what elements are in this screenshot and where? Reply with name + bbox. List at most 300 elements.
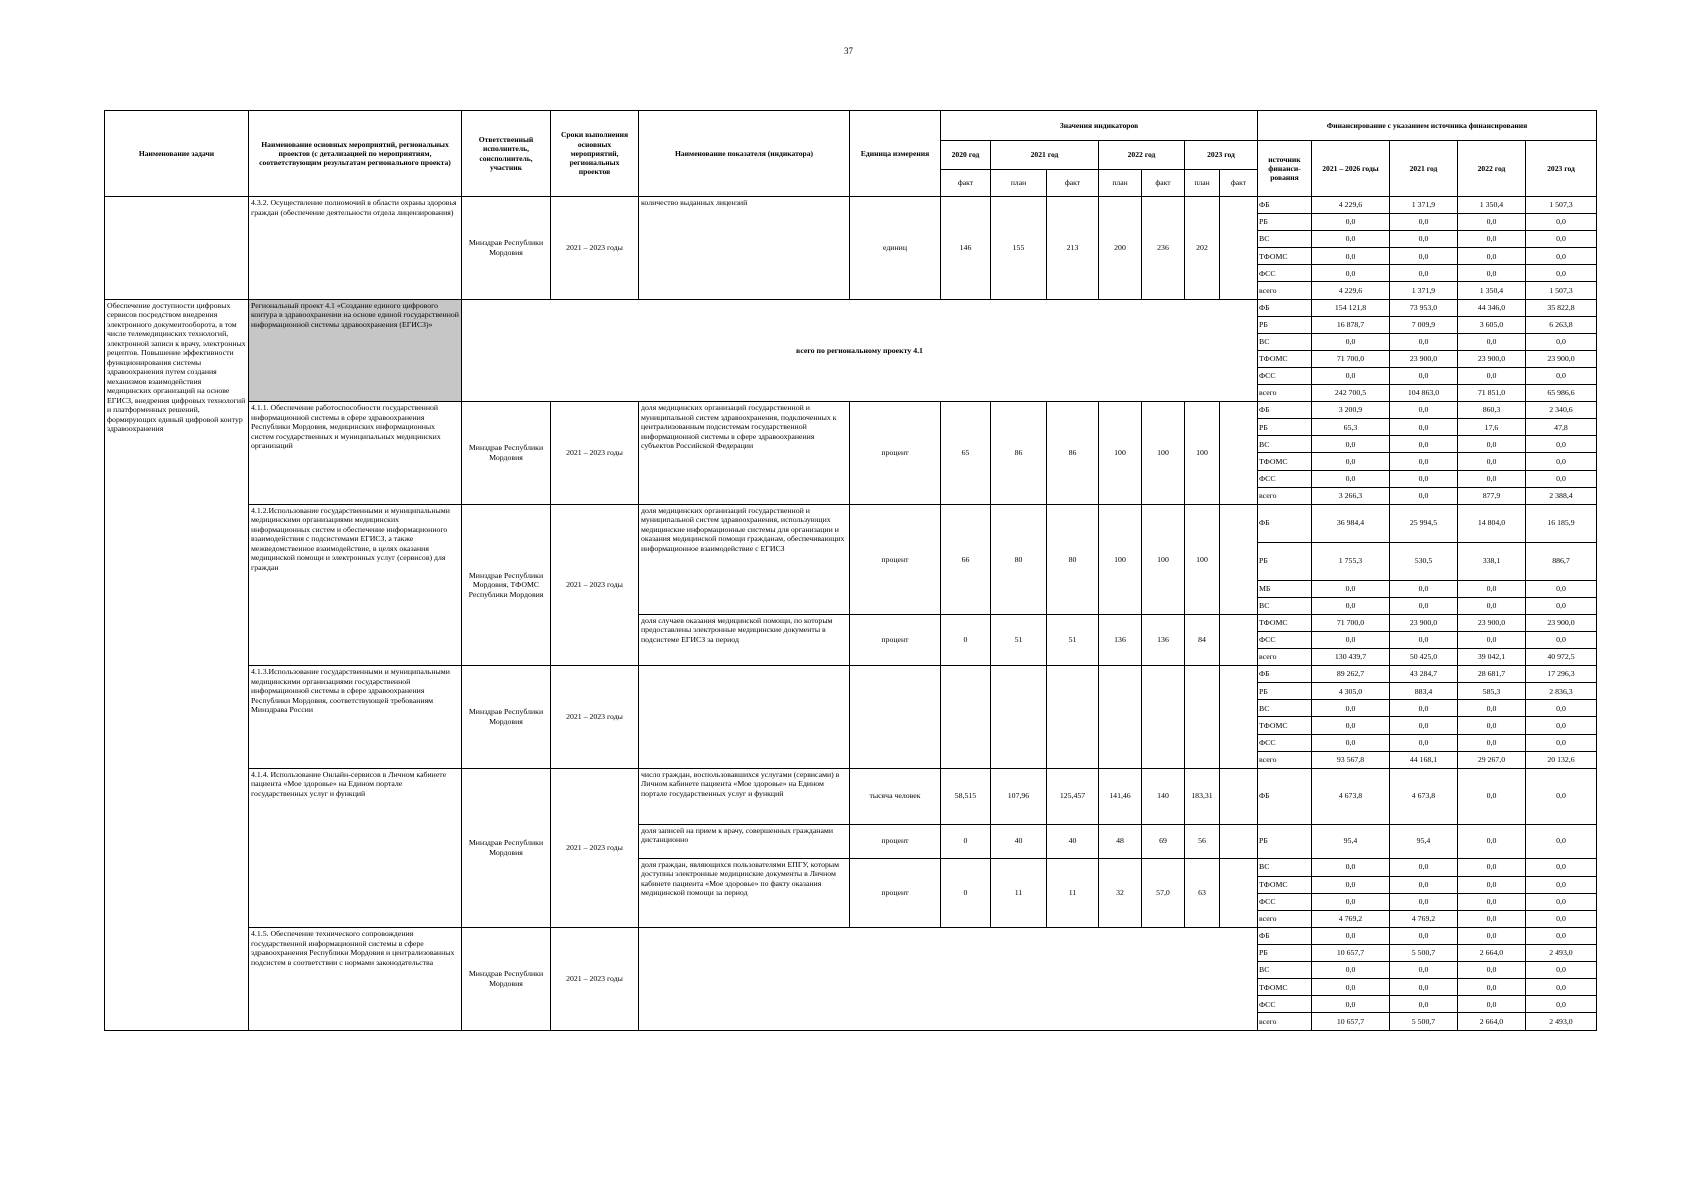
table-row <box>105 402 1597 419</box>
indicator-value: 0 <box>941 858 991 927</box>
finance-value: 0,0 <box>1390 402 1458 419</box>
header-measure: Наименование основных мероприятий, региональных проектов (с детализацией по мероприятиям, соответствующим результатам регионального проекта) <box>249 111 462 197</box>
indicator-value: 48 <box>1099 824 1142 858</box>
finance-value: 44 346,0 <box>1458 299 1526 316</box>
finance-value: 0,0 <box>1458 996 1526 1013</box>
finance-source: ФСС <box>1258 996 1312 1013</box>
executor: Минздрав Республики Мордовия <box>462 666 551 769</box>
finance-value: 23 900,0 <box>1526 614 1597 631</box>
indicator-value: 80 <box>1047 504 1099 614</box>
finance-value: 1 371,9 <box>1390 197 1458 214</box>
finance-value: 40 972,5 <box>1526 649 1597 666</box>
finance-value: 3 266,3 <box>1312 487 1390 504</box>
finance-source: ФБ <box>1258 504 1312 542</box>
indicator-value: 69 <box>1142 824 1185 858</box>
indicator-value: 40 <box>1047 824 1099 858</box>
finance-value: 104 863,0 <box>1390 385 1458 402</box>
terms: 2021 – 2023 годы <box>551 197 639 300</box>
finance-value: 0,0 <box>1526 333 1597 350</box>
header-f-total: 2021 – 2026 годы <box>1312 141 1390 197</box>
header-2023: 2023 год <box>1185 141 1258 170</box>
task-name: Обеспечение доступности цифровых сервисов посредством внедрения электронного документооборота, в том числе телемедицинских технологий, электронной записи к врачу, электронных рецептов. Повышение эффективности функционирования системы здравоохранения путем создания механизмов взаимодействия медицинских организаций на основе ЕГИСЗ, внедрения цифровых технологий и платформенных решений, формирующих единый цифровой контур здравоохранения <box>105 299 249 1030</box>
regional-project-total-label: всего по региональному проекту 4.1 <box>462 299 1258 402</box>
indicator-value <box>1220 504 1258 614</box>
indicator-unit: тысяча человек <box>850 768 941 824</box>
header-unit: Единица измерения <box>850 111 941 197</box>
measure-name: 4.3.2. Осуществление полномочий в области охраны здоровья граждан (обеспечение деятельности отдела лицензирования) <box>249 197 462 300</box>
measure-name: 4.1.1. Обеспечение работоспособности государственной информационной системы в сфере здравоохранения Республики Мордовия, медицинских информационных систем государственных и муниципальных медицинских организаций <box>249 402 462 505</box>
finance-value: 0,0 <box>1458 631 1526 648</box>
indicator-value: 200 <box>1099 197 1142 300</box>
finance-value: 0,0 <box>1390 979 1458 996</box>
finance-value: 242 700,5 <box>1312 385 1390 402</box>
indicator-value: 66 <box>941 504 991 614</box>
indicator-value <box>1185 666 1220 769</box>
finance-value: 1 507,3 <box>1526 197 1597 214</box>
finance-source: ВС <box>1258 700 1312 717</box>
finance-value: 0,0 <box>1526 231 1597 248</box>
header-values-group: Значения индикаторов <box>941 111 1258 141</box>
finance-value: 2 493,0 <box>1526 945 1597 962</box>
finance-value: 0,0 <box>1458 453 1526 470</box>
finance-source: ТФОМС <box>1258 350 1312 367</box>
indicator-value: 86 <box>991 402 1047 505</box>
finance-value: 0,0 <box>1312 597 1390 614</box>
terms: 2021 – 2023 годы <box>551 402 639 505</box>
finance-value: 0,0 <box>1390 436 1458 453</box>
indicator-value <box>1047 666 1099 769</box>
indicator-value: 84 <box>1185 614 1220 665</box>
finance-value: 2 664,0 <box>1458 1013 1526 1030</box>
finance-source: ФБ <box>1258 299 1312 316</box>
indicator-value: 65 <box>941 402 991 505</box>
indicator-value: 100 <box>1142 402 1185 505</box>
finance-value: 0,0 <box>1458 265 1526 282</box>
finance-source: ТФОМС <box>1258 717 1312 734</box>
finance-value: 0,0 <box>1526 858 1597 876</box>
indicator-value <box>1220 614 1258 665</box>
table-row <box>105 928 1597 945</box>
finance-value: 2 340,6 <box>1526 402 1597 419</box>
finance-value: 0,0 <box>1526 928 1597 945</box>
indicator-value: 56 <box>1185 824 1220 858</box>
measure-name: 4.1.2.Использование государственными и муниципальными медицинскими организациями медицинских информационных систем и обеспечение информационного взаимодействия с подсистемами ЕГИСЗ, а также межведомственное взаимодействие, в целях оказания медицинской помощи и электронных услуг (сервисов) для граждан <box>249 504 462 665</box>
finance-value: 0,0 <box>1458 700 1526 717</box>
indicator-value: 0 <box>941 614 991 665</box>
finance-value: 4 673,8 <box>1390 768 1458 824</box>
finance-value: 0,0 <box>1458 910 1526 927</box>
finance-source: ФСС <box>1258 265 1312 282</box>
finance-value: 0,0 <box>1390 580 1458 597</box>
finance-value: 0,0 <box>1458 824 1526 858</box>
indicator-unit: процент <box>850 824 941 858</box>
finance-source: ФСС <box>1258 631 1312 648</box>
finance-value: 0,0 <box>1458 580 1526 597</box>
indicator-value: 140 <box>1142 768 1185 824</box>
finance-value: 23 900,0 <box>1526 350 1597 367</box>
executor: Минздрав Республики Мордовия <box>462 768 551 927</box>
finance-value: 0,0 <box>1312 700 1390 717</box>
finance-value: 0,0 <box>1526 996 1597 1013</box>
finance-value: 0,0 <box>1526 893 1597 910</box>
header-fact: факт <box>941 170 991 197</box>
table-row <box>105 197 1597 214</box>
indicator-value: 213 <box>1047 197 1099 300</box>
finance-value: 4 305,0 <box>1312 683 1390 700</box>
finance-value: 0,0 <box>1390 717 1458 734</box>
indicator-unit <box>850 666 941 769</box>
indicator-name: доля медицинских организаций государственной и муниципальной систем здравоохранения, подключенных к централизованным подсистемам государственной информационной системы в сфере здравоохранения субъектов Российской Федерации <box>639 402 850 505</box>
finance-source: ФБ <box>1258 768 1312 824</box>
terms: 2021 – 2023 годы <box>551 666 639 769</box>
finance-source: ВС <box>1258 858 1312 876</box>
finance-value: 1 350,4 <box>1458 282 1526 299</box>
finance-value: 0,0 <box>1526 824 1597 858</box>
finance-value: 0,0 <box>1526 248 1597 265</box>
finance-value: 0,0 <box>1526 734 1597 751</box>
indicator-value: 146 <box>941 197 991 300</box>
indicator-name <box>639 666 850 769</box>
header-finance-group: Финансирование с указанием источника финансирования <box>1258 111 1597 141</box>
page-number: 37 <box>844 46 853 56</box>
finance-value: 886,7 <box>1526 542 1597 580</box>
indicator-value: 100 <box>1099 504 1142 614</box>
finance-value: 338,1 <box>1458 542 1526 580</box>
finance-value: 71 700,0 <box>1312 614 1390 631</box>
finance-value: 25 994,5 <box>1390 504 1458 542</box>
finance-value: 0,0 <box>1390 367 1458 384</box>
finance-source: ФБ <box>1258 666 1312 683</box>
finance-value: 0,0 <box>1390 996 1458 1013</box>
finance-value: 0,0 <box>1526 453 1597 470</box>
finance-value: 0,0 <box>1390 893 1458 910</box>
indicator-value <box>1220 666 1258 769</box>
indicator-value <box>991 666 1047 769</box>
finance-source: всего <box>1258 910 1312 927</box>
finance-value: 16 185,9 <box>1526 504 1597 542</box>
header-f2022: 2022 год <box>1458 141 1526 197</box>
finance-value: 2 836,3 <box>1526 683 1597 700</box>
finance-value: 0,0 <box>1526 876 1597 893</box>
indicator-name: доля записей на прием к врачу, совершенных гражданами дистанционно <box>639 824 850 858</box>
finance-source: РБ <box>1258 316 1312 333</box>
finance-value: 3 200,9 <box>1312 402 1390 419</box>
header-plan: план <box>1185 170 1220 197</box>
finance-value: 3 605,0 <box>1458 316 1526 333</box>
indicator-value: 107,96 <box>991 768 1047 824</box>
finance-value: 0,0 <box>1458 231 1526 248</box>
indicator-value: 11 <box>1047 858 1099 927</box>
finance-value: 0,0 <box>1312 333 1390 350</box>
finance-value: 0,0 <box>1312 928 1390 945</box>
finance-value: 0,0 <box>1458 214 1526 231</box>
header-fact: факт <box>1047 170 1099 197</box>
finance-value: 4 229,6 <box>1312 282 1390 299</box>
finance-value: 0,0 <box>1526 214 1597 231</box>
finance-value: 0,0 <box>1312 734 1390 751</box>
header-plan: план <box>991 170 1047 197</box>
finance-value: 7 009,9 <box>1390 316 1458 333</box>
finance-value: 0,0 <box>1312 979 1390 996</box>
finance-value: 0,0 <box>1458 333 1526 350</box>
finance-value: 28 681,7 <box>1458 666 1526 683</box>
indicator-value: 51 <box>1047 614 1099 665</box>
finance-source: ВС <box>1258 597 1312 614</box>
indicator-value: 100 <box>1099 402 1142 505</box>
finance-value: 1 755,3 <box>1312 542 1390 580</box>
finance-value: 5 500,7 <box>1390 1013 1458 1030</box>
finance-source: всего <box>1258 751 1312 768</box>
indicator-empty <box>639 928 1258 1031</box>
indicator-value <box>1220 402 1258 505</box>
finance-value: 0,0 <box>1390 265 1458 282</box>
indicator-value: 57,0 <box>1142 858 1185 927</box>
finance-source: ТФОМС <box>1258 614 1312 631</box>
finance-value: 0,0 <box>1526 436 1597 453</box>
finance-source: всего <box>1258 385 1312 402</box>
finance-value: 0,0 <box>1390 214 1458 231</box>
finance-value: 44 168,1 <box>1390 751 1458 768</box>
finance-value: 17 296,3 <box>1526 666 1597 683</box>
indicator-unit: процент <box>850 858 941 927</box>
indicator-value: 100 <box>1185 504 1220 614</box>
indicator-value: 58,515 <box>941 768 991 824</box>
indicator-value <box>1220 197 1258 300</box>
indicator-value: 125,457 <box>1047 768 1099 824</box>
indicator-value: 32 <box>1099 858 1142 927</box>
finance-value: 0,0 <box>1312 717 1390 734</box>
indicator-value <box>1099 666 1142 769</box>
executor: Минздрав Республики Мордовия <box>462 402 551 505</box>
finance-value: 0,0 <box>1458 928 1526 945</box>
finance-value: 154 121,8 <box>1312 299 1390 316</box>
finance-value: 0,0 <box>1526 768 1597 824</box>
indicator-value: 100 <box>1185 402 1220 505</box>
finance-value: 23 900,0 <box>1458 614 1526 631</box>
finance-value: 0,0 <box>1526 962 1597 979</box>
finance-value: 10 657,7 <box>1312 1013 1390 1030</box>
finance-value: 23 900,0 <box>1390 350 1458 367</box>
finance-value: 14 804,0 <box>1458 504 1526 542</box>
finance-value: 2 493,0 <box>1526 1013 1597 1030</box>
indicator-value: 100 <box>1142 504 1185 614</box>
finance-value: 43 284,7 <box>1390 666 1458 683</box>
finance-value: 73 953,0 <box>1390 299 1458 316</box>
indicator-value: 155 <box>991 197 1047 300</box>
finance-value: 29 267,0 <box>1458 751 1526 768</box>
finance-value: 0,0 <box>1312 962 1390 979</box>
finance-value: 0,0 <box>1312 996 1390 1013</box>
indicator-unit: процент <box>850 402 941 505</box>
executor: Минздрав Республики Мордовия, ТФОМС Республики Мордовия <box>462 504 551 665</box>
finance-value: 0,0 <box>1390 487 1458 504</box>
finance-value: 65 986,6 <box>1526 385 1597 402</box>
indicator-unit: процент <box>850 614 941 665</box>
finance-value: 0,0 <box>1312 893 1390 910</box>
finance-value: 0,0 <box>1312 858 1390 876</box>
finance-value: 95,4 <box>1312 824 1390 858</box>
finance-value: 0,0 <box>1312 631 1390 648</box>
terms: 2021 – 2023 годы <box>551 768 639 927</box>
finance-source: ВС <box>1258 333 1312 350</box>
finance-value: 1 371,9 <box>1390 282 1458 299</box>
finance-source: МБ <box>1258 580 1312 597</box>
header-2022: 2022 год <box>1099 141 1185 170</box>
finance-source: ВС <box>1258 436 1312 453</box>
finance-source: РБ <box>1258 824 1312 858</box>
finance-source: ТФОМС <box>1258 979 1312 996</box>
finance-value: 0,0 <box>1458 470 1526 487</box>
header-fact: факт <box>1220 170 1258 197</box>
finance-value: 16 878,7 <box>1312 316 1390 333</box>
finance-value: 0,0 <box>1458 717 1526 734</box>
table-row <box>105 666 1597 683</box>
executor: Минздрав Республики Мордовия <box>462 197 551 300</box>
finance-value: 4 769,2 <box>1312 910 1390 927</box>
indicator-value: 80 <box>991 504 1047 614</box>
regional-project-name: Региональный проект 4.1 «Создание единого цифрового контура в здравоохранении на основе единой государственной информационной системы здравоохранения (ЕГИСЗ)» <box>249 299 462 402</box>
table-header <box>105 111 1597 197</box>
finance-value: 0,0 <box>1390 962 1458 979</box>
finance-value: 0,0 <box>1526 580 1597 597</box>
finance-value: 71 851,0 <box>1458 385 1526 402</box>
finance-value: 0,0 <box>1390 734 1458 751</box>
finance-value: 0,0 <box>1312 248 1390 265</box>
finance-value: 0,0 <box>1458 436 1526 453</box>
finance-value: 130 439,7 <box>1312 649 1390 666</box>
finance-value: 0,0 <box>1526 910 1597 927</box>
finance-value: 36 984,4 <box>1312 504 1390 542</box>
finance-source: РБ <box>1258 945 1312 962</box>
finance-value: 0,0 <box>1390 700 1458 717</box>
indicator-value: 63 <box>1185 858 1220 927</box>
header-plan: план <box>1099 170 1142 197</box>
finance-value: 0,0 <box>1458 597 1526 614</box>
indicator-value <box>1142 666 1185 769</box>
finance-value: 530,5 <box>1390 542 1458 580</box>
indicator-name: доля медицинских организаций государственной и муниципальной систем здравоохранения, использующих медицинские информационные системы для организации и оказания медицинской помощи гражданам, обеспечивающих информационное взаимодействие с ЕГИСЗ <box>639 504 850 614</box>
indicator-value: 236 <box>1142 197 1185 300</box>
finance-value: 0,0 <box>1458 876 1526 893</box>
finance-value: 0,0 <box>1458 734 1526 751</box>
finance-value: 585,3 <box>1458 683 1526 700</box>
finance-value: 50 425,0 <box>1390 649 1458 666</box>
finance-value: 23 900,0 <box>1458 350 1526 367</box>
finance-value: 0,0 <box>1390 470 1458 487</box>
finance-value: 23 900,0 <box>1390 614 1458 631</box>
finance-value: 0,0 <box>1458 858 1526 876</box>
indicator-value: 183,31 <box>1185 768 1220 824</box>
indicator-value <box>941 666 991 769</box>
finance-value: 1 350,4 <box>1458 197 1526 214</box>
finance-source: РБ <box>1258 542 1312 580</box>
finance-source: ВС <box>1258 231 1312 248</box>
finance-value: 0,0 <box>1390 876 1458 893</box>
finance-value: 2 664,0 <box>1458 945 1526 962</box>
indicator-value: 40 <box>991 824 1047 858</box>
finance-source: ВС <box>1258 962 1312 979</box>
finance-value: 0,0 <box>1390 597 1458 614</box>
table-row <box>105 768 1597 824</box>
finance-value: 0,0 <box>1390 333 1458 350</box>
finance-value: 0,0 <box>1526 470 1597 487</box>
finance-value: 860,3 <box>1458 402 1526 419</box>
finance-value: 4 769,2 <box>1390 910 1458 927</box>
terms: 2021 – 2023 годы <box>551 504 639 665</box>
executor: Минздрав Республики Мордовия <box>462 928 551 1031</box>
finance-value: 95,4 <box>1390 824 1458 858</box>
finance-value: 0,0 <box>1390 248 1458 265</box>
finance-source: ФСС <box>1258 470 1312 487</box>
finance-value: 0,0 <box>1390 453 1458 470</box>
indicator-unit: единиц <box>850 197 941 300</box>
indicator-value: 0 <box>941 824 991 858</box>
finance-source: ФСС <box>1258 367 1312 384</box>
finance-value: 65,3 <box>1312 419 1390 436</box>
finance-source: РБ <box>1258 419 1312 436</box>
finance-value: 0,0 <box>1458 979 1526 996</box>
indicator-value: 136 <box>1099 614 1142 665</box>
finance-source: всего <box>1258 1013 1312 1030</box>
indicator-value <box>1220 768 1258 824</box>
finance-source: ТФОМС <box>1258 876 1312 893</box>
indicator-value: 141,46 <box>1099 768 1142 824</box>
header-f2023: 2023 год <box>1526 141 1597 197</box>
finance-value: 0,0 <box>1312 470 1390 487</box>
indicator-value: 202 <box>1185 197 1220 300</box>
finance-source: ФБ <box>1258 402 1312 419</box>
finance-value: 0,0 <box>1458 248 1526 265</box>
header-task: Наименование задачи <box>105 111 249 197</box>
table-row <box>105 504 1597 542</box>
finance-value: 39 042,1 <box>1458 649 1526 666</box>
indicator-name: доля случаев оказания медицинской помощи, по которым предоставлены электронные медицинские документы в подсистеме ЕГИСЗ за период <box>639 614 850 665</box>
finance-value: 0,0 <box>1390 928 1458 945</box>
finance-source: РБ <box>1258 214 1312 231</box>
indicator-value <box>1220 824 1258 858</box>
finance-value: 10 657,7 <box>1312 945 1390 962</box>
finance-value: 0,0 <box>1526 717 1597 734</box>
finance-source: ТФОМС <box>1258 453 1312 470</box>
finance-source: РБ <box>1258 683 1312 700</box>
measure-name: 4.1.4. Использование Онлайн-сервисов в Личном кабинете пациента «Мое здоровье» на Едином портале государственных услуг и функций <box>249 768 462 927</box>
header-executor: Ответственный исполнитель, соисполнитель, участник <box>462 111 551 197</box>
measure-name: 4.1.5. Обеспечение технического сопровождения государственной информационной системы в сфере здравоохранения Республики Мордовия и централизованных подсистем в соответствии с нормами законодательства <box>249 928 462 1031</box>
finance-value: 0,0 <box>1390 419 1458 436</box>
finance-value: 883,4 <box>1390 683 1458 700</box>
header-2020: 2020 год <box>941 141 991 170</box>
finance-value: 0,0 <box>1312 265 1390 282</box>
header-2021: 2021 год <box>991 141 1099 170</box>
finance-value: 0,0 <box>1312 214 1390 231</box>
task-cell-empty <box>105 197 249 300</box>
finance-value: 0,0 <box>1390 858 1458 876</box>
indicator-name: доля граждан, являющихся пользователями ЕПГУ, которым доступны электронные медицинские документы в Личном кабинете пациента «Мое здоровье» по факту оказания медицинской помощи за период <box>639 858 850 927</box>
table-row <box>105 299 1597 316</box>
finance-value: 5 500,7 <box>1390 945 1458 962</box>
header-indicator: Наименование показателя (индикатора) <box>639 111 850 197</box>
finance-value: 0,0 <box>1312 876 1390 893</box>
program-table <box>104 110 1597 1031</box>
finance-source: ФБ <box>1258 928 1312 945</box>
finance-source: всего <box>1258 649 1312 666</box>
finance-value: 0,0 <box>1312 367 1390 384</box>
finance-value: 71 700,0 <box>1312 350 1390 367</box>
finance-value: 0,0 <box>1458 367 1526 384</box>
indicator-value: 51 <box>991 614 1047 665</box>
finance-value: 20 132,6 <box>1526 751 1597 768</box>
finance-value: 4 229,6 <box>1312 197 1390 214</box>
